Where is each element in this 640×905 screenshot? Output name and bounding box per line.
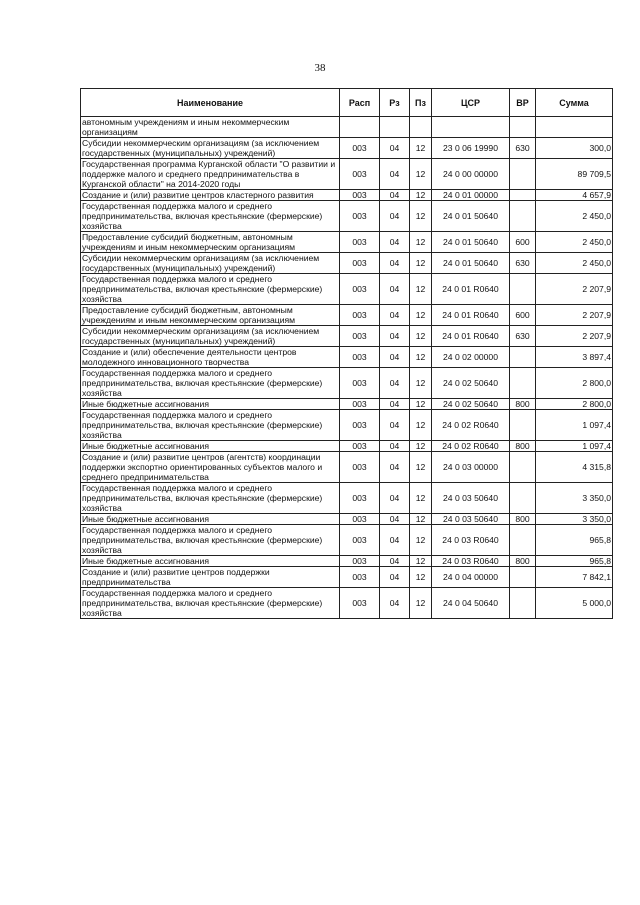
table-row — [81, 399, 613, 410]
cell-rasp: 003 — [340, 410, 380, 441]
table-row — [81, 483, 613, 514]
cell-rasp: 003 — [340, 399, 380, 410]
cell-csr: 23 0 06 19990 — [432, 138, 510, 159]
cell-rz: 04 — [380, 305, 410, 326]
cell-sum: 2 207,9 — [536, 326, 613, 347]
cell-vr: 800 — [510, 399, 536, 410]
table-row — [81, 253, 613, 274]
cell-sum: 2 450,0 — [536, 201, 613, 232]
cell-sum: 1 097,4 — [536, 441, 613, 452]
cell-name: Создание и (или) развитие центров (агентств) координации поддержки экспортно ориентированных субъектов малого и среднего предпринимательства — [81, 452, 340, 483]
table-row — [81, 441, 613, 452]
cell-vr — [510, 588, 536, 619]
cell-vr — [510, 159, 536, 190]
table-row — [81, 588, 613, 619]
cell-pz: 12 — [410, 138, 432, 159]
cell-rz: 04 — [380, 253, 410, 274]
cell-vr — [510, 274, 536, 305]
cell-name: Субсидии некоммерческим организациям (за исключением государственных (муниципальных) учреждений) — [81, 326, 340, 347]
cell-rasp: 003 — [340, 347, 380, 368]
cell-vr: 630 — [510, 253, 536, 274]
column-header-rasp: Расп — [340, 89, 380, 117]
cell-rz: 04 — [380, 274, 410, 305]
cell-vr: 600 — [510, 305, 536, 326]
cell-pz: 12 — [410, 556, 432, 567]
cell-name: Государственная программа Курганской области "О развитии и поддержке малого и среднего предпринимательства в Курганской области" на 2014-2020 годы — [81, 159, 340, 190]
cell-csr: 24 0 04 50640 — [432, 588, 510, 619]
cell-csr: 24 0 02 00000 — [432, 347, 510, 368]
table-header-row — [81, 89, 613, 117]
cell-rasp: 003 — [340, 525, 380, 556]
cell-rasp: 003 — [340, 567, 380, 588]
cell-name: Иные бюджетные ассигнования — [81, 441, 340, 452]
cell-rz: 04 — [380, 232, 410, 253]
cell-csr: 24 0 03 R0640 — [432, 556, 510, 567]
cell-vr: 630 — [510, 326, 536, 347]
table-row — [81, 159, 613, 190]
cell-sum: 4 657,9 — [536, 190, 613, 201]
cell-pz: 12 — [410, 368, 432, 399]
cell-name: Государственная поддержка малого и среднего предпринимательства, включая крестьянские (фермерские) хозяйства — [81, 274, 340, 305]
cell-vr — [510, 117, 536, 138]
page-number: 38 — [314, 62, 326, 74]
cell-rasp: 003 — [340, 138, 380, 159]
cell-rz: 04 — [380, 441, 410, 452]
cell-sum: 3 897,4 — [536, 347, 613, 368]
cell-name: Субсидии некоммерческим организациям (за исключением государственных (муниципальных) учреждений) — [81, 253, 340, 274]
cell-rasp — [340, 117, 380, 138]
table-row — [81, 117, 613, 138]
cell-sum: 965,8 — [536, 525, 613, 556]
cell-rz: 04 — [380, 326, 410, 347]
cell-csr: 24 0 02 R0640 — [432, 410, 510, 441]
table-row — [81, 410, 613, 441]
table-row — [81, 190, 613, 201]
cell-rz: 04 — [380, 588, 410, 619]
cell-rasp: 003 — [340, 326, 380, 347]
cell-vr — [510, 410, 536, 441]
table-row — [81, 274, 613, 305]
cell-rasp: 003 — [340, 305, 380, 326]
cell-rz — [380, 117, 410, 138]
cell-rasp: 003 — [340, 232, 380, 253]
cell-rasp: 003 — [340, 483, 380, 514]
cell-csr: 24 0 03 00000 — [432, 452, 510, 483]
table-row — [81, 232, 613, 253]
cell-name: Государственная поддержка малого и среднего предпринимательства, включая крестьянские (фермерские) хозяйства — [81, 525, 340, 556]
cell-pz: 12 — [410, 347, 432, 368]
cell-csr: 24 0 01 00000 — [432, 190, 510, 201]
cell-rz: 04 — [380, 483, 410, 514]
cell-rasp: 003 — [340, 368, 380, 399]
cell-rz: 04 — [380, 190, 410, 201]
cell-sum: 300,0 — [536, 138, 613, 159]
cell-rasp: 003 — [340, 556, 380, 567]
cell-csr: 24 0 03 50640 — [432, 514, 510, 525]
cell-rz: 04 — [380, 556, 410, 567]
cell-name: Создание и (или) обеспечение деятельности центров молодежного инновационного творчества — [81, 347, 340, 368]
cell-sum: 965,8 — [536, 556, 613, 567]
column-header-vr: ВР — [510, 89, 536, 117]
cell-csr: 24 0 01 R0640 — [432, 305, 510, 326]
cell-pz: 12 — [410, 190, 432, 201]
cell-sum: 2 207,9 — [536, 305, 613, 326]
cell-sum: 89 709,5 — [536, 159, 613, 190]
cell-csr: 24 0 02 50640 — [432, 399, 510, 410]
cell-name: автономным учреждениям и иным некоммерческим организациям — [81, 117, 340, 138]
cell-sum: 2 800,0 — [536, 399, 613, 410]
cell-vr — [510, 452, 536, 483]
table-row — [81, 305, 613, 326]
cell-pz: 12 — [410, 253, 432, 274]
cell-rasp: 003 — [340, 452, 380, 483]
cell-rz: 04 — [380, 399, 410, 410]
cell-csr: 24 0 02 50640 — [432, 368, 510, 399]
cell-pz: 12 — [410, 232, 432, 253]
table-row — [81, 452, 613, 483]
cell-csr: 24 0 01 R0640 — [432, 326, 510, 347]
cell-name: Государственная поддержка малого и среднего предпринимательства, включая крестьянские (фермерские) хозяйства — [81, 368, 340, 399]
cell-sum: 2 450,0 — [536, 232, 613, 253]
cell-vr — [510, 190, 536, 201]
cell-name: Иные бюджетные ассигнования — [81, 514, 340, 525]
cell-vr — [510, 525, 536, 556]
cell-pz: 12 — [410, 441, 432, 452]
cell-vr: 630 — [510, 138, 536, 159]
cell-vr: 800 — [510, 514, 536, 525]
budget-table — [80, 88, 613, 619]
cell-rz: 04 — [380, 368, 410, 399]
cell-pz: 12 — [410, 159, 432, 190]
table-row — [81, 525, 613, 556]
cell-csr: 24 0 00 00000 — [432, 159, 510, 190]
cell-csr: 24 0 02 R0640 — [432, 441, 510, 452]
cell-pz: 12 — [410, 399, 432, 410]
cell-pz: 12 — [410, 326, 432, 347]
cell-rasp: 003 — [340, 201, 380, 232]
cell-csr — [432, 117, 510, 138]
table-row — [81, 514, 613, 525]
cell-vr — [510, 201, 536, 232]
cell-name: Государственная поддержка малого и среднего предпринимательства, включая крестьянские (фермерские) хозяйства — [81, 201, 340, 232]
cell-sum: 3 350,0 — [536, 514, 613, 525]
cell-rz: 04 — [380, 138, 410, 159]
cell-rasp: 003 — [340, 514, 380, 525]
cell-sum: 5 000,0 — [536, 588, 613, 619]
cell-csr: 24 0 03 50640 — [432, 483, 510, 514]
cell-rasp: 003 — [340, 588, 380, 619]
cell-name: Создание и (или) развитие центров кластерного развития — [81, 190, 340, 201]
cell-sum: 2 207,9 — [536, 274, 613, 305]
cell-name: Предоставление субсидий бюджетным, автономным учреждениям и иным некоммерческим организациям — [81, 305, 340, 326]
column-header-csr: ЦСР — [432, 89, 510, 117]
cell-rz: 04 — [380, 567, 410, 588]
cell-pz: 12 — [410, 514, 432, 525]
cell-name: Государственная поддержка малого и среднего предпринимательства, включая крестьянские (фермерские) хозяйства — [81, 410, 340, 441]
cell-pz: 12 — [410, 274, 432, 305]
table-row — [81, 201, 613, 232]
cell-csr: 24 0 01 50640 — [432, 232, 510, 253]
cell-csr: 24 0 04 00000 — [432, 567, 510, 588]
cell-name: Иные бюджетные ассигнования — [81, 399, 340, 410]
cell-pz: 12 — [410, 410, 432, 441]
cell-sum: 7 842,1 — [536, 567, 613, 588]
cell-name: Государственная поддержка малого и среднего предпринимательства, включая крестьянские (фермерские) хозяйства — [81, 588, 340, 619]
cell-pz: 12 — [410, 305, 432, 326]
table-row — [81, 556, 613, 567]
cell-sum: 2 800,0 — [536, 368, 613, 399]
table-row — [81, 326, 613, 347]
column-header-pz: Пз — [410, 89, 432, 117]
cell-pz: 12 — [410, 525, 432, 556]
cell-vr: 800 — [510, 556, 536, 567]
cell-sum: 1 097,4 — [536, 410, 613, 441]
cell-pz: 12 — [410, 452, 432, 483]
cell-rasp: 003 — [340, 159, 380, 190]
cell-sum: 3 350,0 — [536, 483, 613, 514]
cell-name: Предоставление субсидий бюджетным, автономным учреждениям и иным некоммерческим организациям — [81, 232, 340, 253]
cell-sum: 4 315,8 — [536, 452, 613, 483]
table-row — [81, 567, 613, 588]
cell-pz — [410, 117, 432, 138]
cell-pz: 12 — [410, 201, 432, 232]
cell-sum: 2 450,0 — [536, 253, 613, 274]
cell-rz: 04 — [380, 347, 410, 368]
cell-rasp: 003 — [340, 274, 380, 305]
table-row — [81, 138, 613, 159]
cell-rz: 04 — [380, 514, 410, 525]
column-header-rz: Рз — [380, 89, 410, 117]
cell-vr: 800 — [510, 441, 536, 452]
cell-name: Иные бюджетные ассигнования — [81, 556, 340, 567]
cell-name: Государственная поддержка малого и среднего предпринимательства, включая крестьянские (фермерские) хозяйства — [81, 483, 340, 514]
cell-pz: 12 — [410, 567, 432, 588]
cell-pz: 12 — [410, 588, 432, 619]
cell-pz: 12 — [410, 483, 432, 514]
cell-vr — [510, 368, 536, 399]
cell-rasp: 003 — [340, 190, 380, 201]
cell-vr — [510, 567, 536, 588]
table-row — [81, 347, 613, 368]
cell-rasp: 003 — [340, 441, 380, 452]
table-row — [81, 368, 613, 399]
column-header-sum: Сумма — [536, 89, 613, 117]
cell-csr: 24 0 01 50640 — [432, 201, 510, 232]
cell-rz: 04 — [380, 452, 410, 483]
column-header-name: Наименование — [81, 89, 340, 117]
cell-rz: 04 — [380, 525, 410, 556]
cell-rz: 04 — [380, 201, 410, 232]
cell-sum — [536, 117, 613, 138]
cell-name: Субсидии некоммерческим организациям (за исключением государственных (муниципальных) учреждений) — [81, 138, 340, 159]
cell-vr — [510, 347, 536, 368]
cell-csr: 24 0 01 50640 — [432, 253, 510, 274]
cell-name: Создание и (или) развитие центров поддержки предпринимательства — [81, 567, 340, 588]
table-body — [81, 117, 613, 619]
cell-rz: 04 — [380, 159, 410, 190]
cell-vr — [510, 483, 536, 514]
cell-vr: 600 — [510, 232, 536, 253]
cell-csr: 24 0 03 R0640 — [432, 525, 510, 556]
cell-rasp: 003 — [340, 253, 380, 274]
cell-rz: 04 — [380, 410, 410, 441]
cell-csr: 24 0 01 R0640 — [432, 274, 510, 305]
